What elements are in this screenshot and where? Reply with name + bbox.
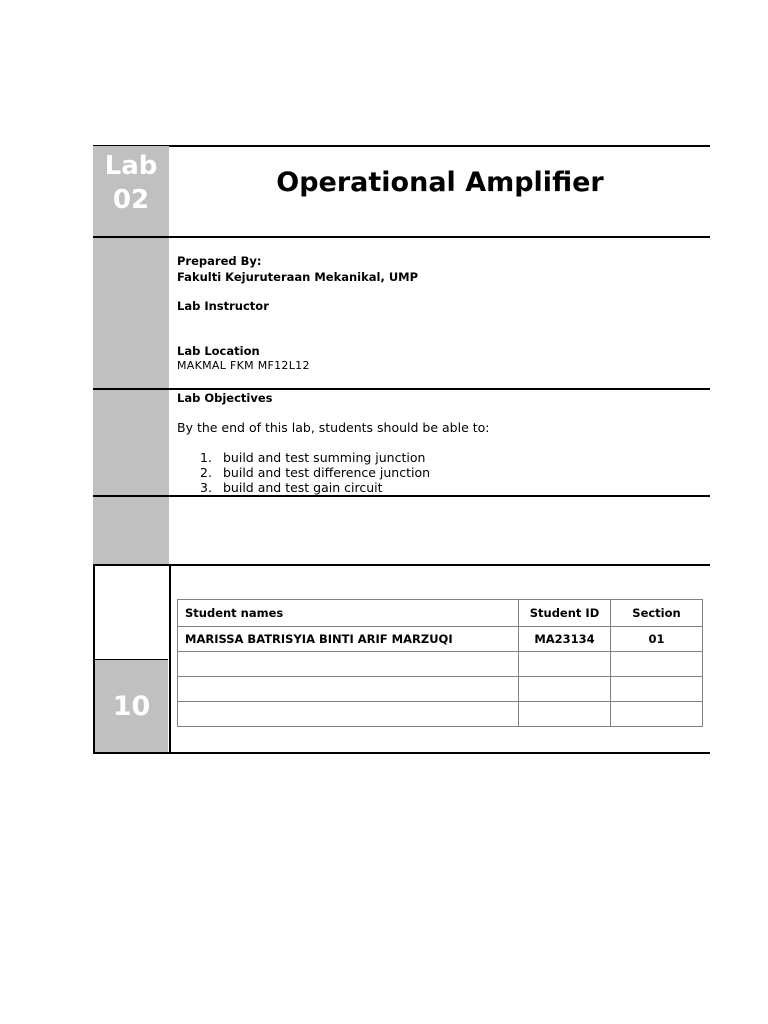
student-id-cell[interactable] [519,652,611,677]
table-row [178,627,703,652]
student-id-cell[interactable]: MA23134 [519,627,611,652]
page-title: Operational Amplifier [276,167,604,198]
list-item-text: build and test difference junction [223,465,431,480]
prepared-by-value: Fakulti Kejuruteraan Mekanikal, UMP [177,270,419,284]
table-header-row [178,600,703,627]
column-header-names: Student names [178,600,519,627]
list-item [177,480,430,495]
student-name-cell[interactable] [178,652,519,677]
section-cell[interactable] [611,652,703,677]
list-item-number: 3. [200,480,212,495]
section-cell[interactable]: 01 [611,627,703,652]
student-name-cell[interactable] [178,677,519,702]
student-id-cell[interactable] [519,677,611,702]
lab-instructor-label: Lab Instructor [177,299,269,313]
students-table [177,599,703,727]
objectives-sidebar [93,390,169,495]
lab-location-label: Lab Location [177,344,260,358]
table-row [178,702,703,727]
prepared-by-label: Prepared By: [177,254,262,268]
student-id-cell[interactable] [519,702,611,727]
blank-sidebar [93,497,169,564]
student-name-cell[interactable] [178,702,519,727]
list-item-number: 2. [200,465,212,480]
list-item [177,450,430,465]
lab-number: 02 [112,185,150,215]
lab-number-badge [93,146,169,237]
column-header-section: Section [611,600,703,627]
info-sidebar [93,238,169,388]
list-item-text: build and test gain circuit [223,480,383,495]
section-cell[interactable] [611,702,703,727]
column-header-id: Student ID [519,600,611,627]
lab-word: Lab [104,151,158,181]
objectives-intro: By the end of this lab, students should be able to: [177,420,490,435]
objectives-label: Lab Objectives [177,391,273,405]
top-rule [93,145,710,147]
table-row [178,677,703,702]
lab-location-value: MAKMAL FKM MF12L12 [177,359,310,372]
objectives-rule [93,495,710,497]
student-name-cell[interactable]: MARISSA BATRISYIA BINTI ARIF MARZUQI [178,627,519,652]
section-cell[interactable] [611,677,703,702]
objectives-list [177,450,430,495]
table-row [178,652,703,677]
score-badge: 10 [95,660,168,752]
list-item-text: build and test summing junction [223,450,426,465]
list-item-number: 1. [200,450,212,465]
info-rule [93,388,710,390]
header-rule [93,236,710,238]
list-item [177,465,430,480]
